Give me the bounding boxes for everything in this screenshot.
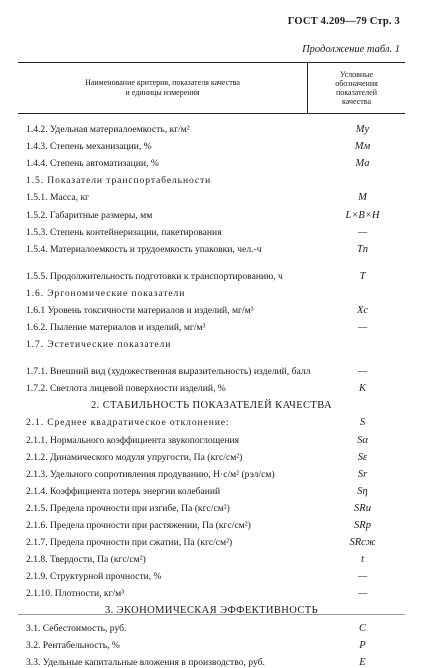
table-row [18, 316, 405, 333]
row-text: 2.1.8. Твердости, Па (кгс/см²) [26, 554, 146, 566]
table-row [18, 255, 405, 282]
table-row [18, 634, 405, 651]
criterion-column-header: Наименование критерия, показателя качества и единицы измерения [18, 63, 308, 113]
row-text: 1.6. Эргономические показатели [26, 287, 186, 299]
section-row [18, 282, 405, 299]
row-symbol: — [357, 226, 368, 238]
table-row [18, 480, 405, 497]
row-text: 2.1.4. Коэффициента потерь энергии колебаний [26, 485, 221, 497]
row-text: 2.1.7. Предела прочности при сжатии, Па (кгс/см²) [26, 537, 233, 549]
table-row [18, 350, 405, 377]
table-row [18, 446, 405, 463]
row-symbol: K [358, 383, 366, 395]
page-header: ГОСТ 4.209—79 Стр. 3 [287, 16, 400, 27]
row-text: 2.1.9. Структурной прочности, % [26, 571, 162, 583]
row-symbol: Sr [357, 468, 368, 480]
row-symbol: Xc [356, 304, 369, 316]
section-row [18, 169, 405, 186]
row-text: 1.5.5. Продолжительность подготовки к транспортированию, ч [26, 270, 283, 282]
table-row [18, 118, 405, 135]
row-text: 1.4.3. Степень механизации, % [26, 141, 152, 153]
row-symbol: Sα [357, 434, 368, 446]
table-row [18, 616, 405, 633]
heading-text: 2. СТАБИЛЬНОСТЬ ПОКАЗАТЕЛЕЙ КАЧЕСТВА [91, 400, 332, 412]
row-text: 3.2. Рентабельность, % [26, 639, 120, 651]
row-text: 1.5. Показатели транспортабельности [26, 175, 212, 187]
table-row [18, 135, 405, 152]
table-row [18, 582, 405, 599]
row-text: 2.1.5. Предела прочности при изгибе, Па (кгс/см²) [26, 502, 230, 514]
section-row [18, 333, 405, 350]
row-text: 2.1.3. Удельного сопротивления продуванию, Н·с/м² (рэл/см) [26, 468, 275, 480]
row-symbol: SRсж [349, 537, 376, 549]
table-row [18, 411, 405, 428]
table-row [18, 531, 405, 548]
table-body [18, 118, 405, 668]
row-symbol: E [359, 656, 366, 668]
section-heading [18, 394, 405, 411]
table-row [18, 221, 405, 238]
row-text: 2.1. Среднее квадратическое отклонение: [26, 417, 230, 429]
heading-text: 3. ЭКОНОМИЧЕСКАЯ ЭФФЕКТИВНОСТЬ [104, 605, 319, 617]
table-row [18, 186, 405, 203]
row-text: 2.1.2. Динамического модуля упругости, Па (кгс/см²) [26, 451, 243, 463]
row-symbol: Sε [357, 451, 368, 463]
symbol-column-header: Условные обозначения показателей качества [335, 70, 378, 106]
table-row [18, 428, 405, 445]
row-text: 1.6.1 Уровень токсичности материалов и изделий, мг/м³ [26, 304, 254, 316]
table-row [18, 651, 405, 668]
table-row [18, 565, 405, 582]
row-symbol: — [357, 588, 368, 600]
row-text: 2.1.10. Плотности, кг/м³ [26, 588, 125, 600]
row-symbol: SRр [354, 519, 371, 531]
table-header [18, 62, 405, 114]
table-continuation-label: Продолжение табл. 1 [302, 44, 400, 55]
row-symbol: SRи [354, 502, 371, 514]
row-symbol: Tп [356, 243, 369, 255]
row-symbol: Mу [355, 124, 370, 136]
row-text: 2.1.1. Нормального коэффициента звукопоглощения [26, 434, 240, 446]
row-symbol: Mа [355, 158, 370, 170]
row-symbol: — [357, 322, 368, 334]
row-text: 1.4.2. Удельная материалоемкость, кг/м² [26, 124, 190, 136]
row-symbol: — [357, 366, 368, 378]
row-symbol: P [359, 639, 366, 651]
row-symbol: S [359, 417, 366, 429]
row-text: 1.5.3. Степень контейнеризации, пакетирования [26, 226, 222, 238]
table-row [18, 238, 405, 255]
row-text: 1.7.1. Внешний вид (художественная выразительность) изделий, балл [26, 366, 311, 378]
table-row [18, 299, 405, 316]
row-text: 1.6.2. Пыление материалов и изделий, мг/м³ [26, 322, 206, 334]
row-text: 3.3. Удельные капитальные вложения в производство, руб. [26, 656, 265, 668]
table-row [18, 497, 405, 514]
row-symbol: Mм [354, 141, 371, 153]
table-row [18, 514, 405, 531]
row-text: 1.5.2. Габаритные размеры, мм [26, 209, 153, 221]
row-symbol: Sη [357, 485, 368, 497]
row-text: 1.4.4. Степень автоматизации, % [26, 158, 159, 170]
table-row [18, 377, 405, 394]
row-symbol: L×B×H [345, 209, 380, 221]
row-text: 3.1. Себестоимость, руб. [26, 622, 127, 634]
row-symbol: C [358, 622, 366, 634]
table-row [18, 463, 405, 480]
table-row [18, 548, 405, 565]
table-row [18, 152, 405, 169]
row-text: 1.7. Эстетические показатели [26, 339, 172, 351]
row-symbol: M [358, 192, 367, 204]
table-row [18, 203, 405, 220]
row-symbol: — [357, 571, 368, 583]
bottom-divider [18, 614, 405, 615]
row-symbol: T [359, 270, 366, 282]
row-text: 2.1.6. Предела прочности при растяжении, Па (кгс/см²) [26, 519, 251, 531]
row-text: 1.7.2. Светлота лицевой поверхности изделий, % [26, 383, 226, 395]
row-text: 1.5.1. Масса, кг [26, 192, 90, 204]
row-text: 1.5.4. Материалоемкость и трудоемкость упаковки, чел.-ч [26, 243, 262, 255]
row-symbol: t [361, 554, 364, 566]
